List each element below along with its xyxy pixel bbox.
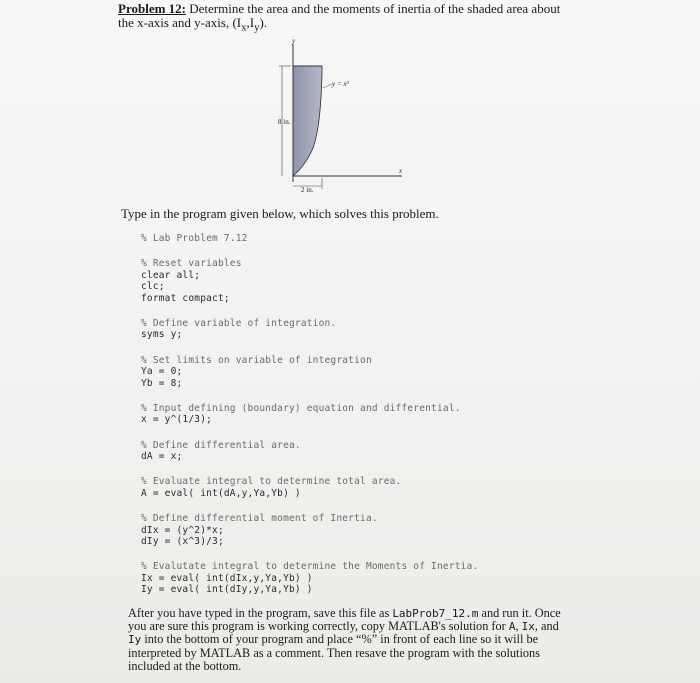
matlab-code-listing bbox=[141, 233, 478, 596]
instr-text: After you have typed in the program, save this file as bbox=[128, 606, 393, 620]
code-line: clc; bbox=[141, 281, 165, 293]
code-line: dIx = (y^2)*x; bbox=[141, 524, 224, 536]
code-line: dA = x; bbox=[141, 451, 183, 463]
var-a: A bbox=[508, 620, 516, 634]
code-line: x = y^(1/3); bbox=[141, 414, 213, 426]
intro-text: Type in the program given below, which solves this problem. bbox=[121, 206, 439, 221]
instr-text: , and bbox=[534, 619, 559, 634]
code-line: clear all; bbox=[141, 269, 201, 281]
code-line: dIy = (x^3)/3; bbox=[141, 536, 224, 548]
problem-text-mid: ,I bbox=[246, 15, 255, 30]
subscript-x: x bbox=[241, 21, 247, 34]
code-line: A = eval( int(dA,y,Ya,Yb) ) bbox=[141, 487, 301, 499]
instr-text: into the bottom of your program and place “%” in front of each line so it will be interpreted by MATLAB as a comment. Then resave the program with the solutions included at the bottom. bbox=[128, 632, 540, 673]
code-line: Ya = 0; bbox=[141, 366, 183, 378]
code-line: Ix = eval( int(dIx,y,Ya,Yb) ) bbox=[141, 572, 313, 584]
code-line: syms y; bbox=[141, 329, 183, 341]
code-line: % Set limits on variable of integration bbox=[141, 354, 372, 366]
problem-text: Determine the area and the moments of inertia of the shaded area about the x-axis and y-axis, (I bbox=[118, 1, 561, 30]
instr-text: and run it. Once you are sure this program is working correctly, copy MATLAB's solution for bbox=[128, 606, 561, 634]
problem-label: Problem 12: bbox=[118, 1, 186, 16]
code-line: Yb = 8; bbox=[141, 377, 183, 389]
instructions-paragraph bbox=[128, 607, 568, 673]
code-line: % Input defining (boundary) equation and differential. bbox=[141, 402, 461, 414]
height-label: 8 in. bbox=[278, 118, 291, 126]
instr-text: , bbox=[515, 619, 522, 634]
code-line: Iy = eval( int(dIy,y,Ya,Yb) ) bbox=[141, 584, 313, 596]
code-line: % Lab Problem 7.12 bbox=[141, 233, 248, 244]
curve-label: y = x³ bbox=[332, 80, 349, 88]
shaded-area bbox=[293, 66, 322, 176]
code-line: format compact; bbox=[141, 292, 230, 304]
area-figure bbox=[260, 36, 410, 194]
code-line: % Reset variables bbox=[141, 258, 242, 270]
subscript-y: y bbox=[254, 21, 260, 34]
code-line: % Evalutate integral to determine the Moments of Inertia. bbox=[141, 561, 479, 573]
filename: LabProb7_12.m bbox=[392, 607, 479, 620]
y-axis-label: y bbox=[292, 37, 296, 45]
var-iy: Iy bbox=[128, 633, 142, 647]
curve-leader bbox=[323, 84, 332, 88]
problem-text-end: ). bbox=[259, 15, 268, 30]
code-line: % Define differential moment of Inertia. bbox=[141, 513, 378, 525]
width-label: 2 in. bbox=[301, 186, 314, 194]
code-line: % Define differential area. bbox=[141, 439, 301, 451]
code-line: % Evaluate integral to determine total area. bbox=[141, 476, 402, 488]
code-line: % Define variable of integration. bbox=[141, 317, 337, 329]
x-axis-label: x bbox=[399, 167, 403, 175]
var-ix: Ix bbox=[521, 620, 535, 634]
problem-statement bbox=[118, 2, 568, 35]
